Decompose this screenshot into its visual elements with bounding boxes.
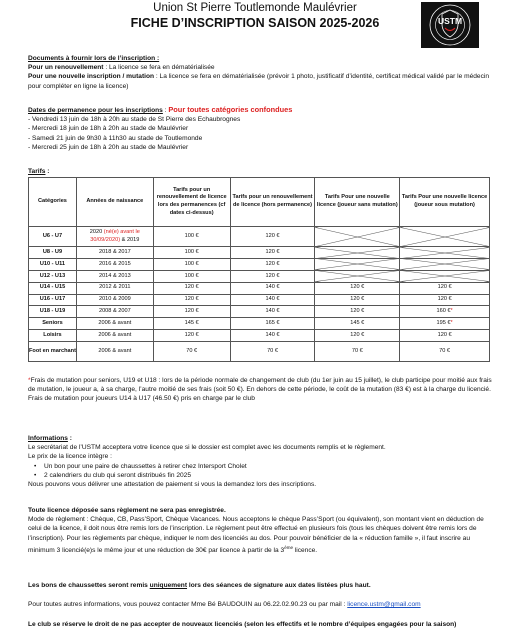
renewal-line: Pour un renouvellement : La licence se fera en dématérialisée <box>28 64 215 72</box>
payment-heading: Toute licence déposée sans règlement ne sera pas enregistrée. <box>28 507 226 514</box>
information-section <box>28 434 493 489</box>
years-cell: 2010 & 2009 <box>76 294 153 306</box>
price-cell: 100 € <box>153 227 230 247</box>
not-applicable-cell <box>315 258 400 270</box>
not-applicable-cell <box>315 227 400 247</box>
column-header: Tarifs pour un renouvellement de licence (hors permanence) <box>230 178 315 227</box>
price-cell: 120 € <box>400 294 490 306</box>
price-cell: 120 € <box>315 294 400 306</box>
tarifs-heading: Tarifs : <box>28 168 50 175</box>
table-header-row <box>29 178 490 227</box>
category-cell: U18 - U19 <box>29 306 77 318</box>
footer-notice: Le club se réserve le droit de ne pas accepter de nouveaux licenciés (selon les effectifs et le nombre d’équipes engagées pour la saison) <box>28 621 457 628</box>
information-heading-line: Informations : <box>28 435 72 442</box>
table-row <box>29 227 490 247</box>
column-header: Tarifs pour un renouvellement de licence lors des permanences (cf dates ci-dessus) <box>153 178 230 227</box>
table-row <box>29 318 490 330</box>
contact-email-link[interactable]: licence.ustm@gmail.com <box>347 601 421 608</box>
category-cell: U16 - U17 <box>29 294 77 306</box>
permanence-date: - Mercredi 25 juin de 18h à 20h au stade de Maulévrier <box>28 143 189 151</box>
price-cell: 195 €* <box>400 318 490 330</box>
not-applicable-cell <box>315 247 400 259</box>
category-cell: U12 - U13 <box>29 270 77 282</box>
price-cell: 140 € <box>230 330 315 342</box>
price-cell: 70 € <box>315 342 400 362</box>
documents-section <box>28 54 493 91</box>
category-cell: Seniors <box>29 318 77 330</box>
not-applicable-cell <box>400 270 490 282</box>
price-cell: 100 € <box>153 258 230 270</box>
table-row <box>29 306 490 318</box>
years-cell: 2014 & 2013 <box>76 270 153 282</box>
not-applicable-cell <box>400 258 490 270</box>
permanences-heading-line: Dates de permanence pour les inscriptions : Pour toutes catégories confondues <box>28 105 293 114</box>
categories-highlight: Pour toutes catégories confondues <box>168 105 293 114</box>
socks-notice: Les bons de chaussettes seront remis uniquement lors des séances de signature aux dates listées plus haut. <box>28 582 371 589</box>
tarifs-table <box>28 177 490 362</box>
column-header: Années de naissance <box>76 178 153 227</box>
price-cell: 120 € <box>153 306 230 318</box>
info-text: Le secrétariat de l’USTM acceptera votre licence que si le dossier est complet avec les documents remplis et le règlement. <box>28 444 386 452</box>
info-text: Nous pouvons vous délivrer une attestation de paiement si vous la demandez lors des inscriptions. <box>28 481 317 489</box>
price-cell: 140 € <box>230 306 315 318</box>
price-cell: 120 € <box>230 258 315 270</box>
list-item: • Un bon pour une paire de chaussettes à retirer chez Intersport Cholet <box>28 462 493 471</box>
price-cell: 100 € <box>153 270 230 282</box>
not-applicable-cell <box>400 247 490 259</box>
price-cell: 70 € <box>230 342 315 362</box>
permanence-date: - Samedi 21 juin de 9h30 à 11h30 au stade de Toutlemonde <box>28 134 203 142</box>
price-cell: 70 € <box>400 342 490 362</box>
permanences-section <box>28 105 493 152</box>
table-row <box>29 330 490 342</box>
price-cell: 165 € <box>230 318 315 330</box>
price-cell: 120 € <box>315 306 400 318</box>
price-cell: 120 € <box>230 227 315 247</box>
category-cell: U14 - U15 <box>29 282 77 294</box>
price-cell: 70 € <box>153 342 230 362</box>
price-cell: 120 € <box>153 294 230 306</box>
mutation-note-young: Frais de mutation pour joueurs U14 à U17 (46.50 €) pris en charge par le club <box>28 395 255 403</box>
column-header: Catégories <box>29 178 77 227</box>
years-cell: 2006 & avant <box>76 342 153 362</box>
price-cell: 160 €* <box>400 306 490 318</box>
permanence-date: - Vendredi 13 juin de 18h à 20h au stade de St Pierre des Echaubrognes <box>28 116 241 124</box>
years-cell: 2012 & 2011 <box>76 282 153 294</box>
new-registration-line: Pour une nouvelle inscription / mutation : La licence se fera en dématérialisée (prévoir 1 photo, justificatif d’identité, certificat médical validé par le médecin pour compléter en ligne la licence) <box>28 73 490 90</box>
mutation-section <box>28 376 493 404</box>
payment-section <box>28 506 493 555</box>
years-cell: 2016 & 2015 <box>76 258 153 270</box>
column-header: Tarifs Pour une nouvelle licence (joueur sans mutation) <box>315 178 400 227</box>
years-cell: 2006 & avant <box>76 330 153 342</box>
table-row <box>29 258 490 270</box>
price-cell: 145 € <box>153 318 230 330</box>
years-cell: 2020 (né(e) avant le 30/09/2020) & 2019 <box>76 227 153 247</box>
table-row <box>29 270 490 282</box>
price-cell: 120 € <box>230 247 315 259</box>
documents-heading: Documents à fournir lors de l’inscription : <box>28 55 160 62</box>
price-cell: 120 € <box>153 282 230 294</box>
table-row <box>29 282 490 294</box>
payment-text: Mode de règlement : Chèque, CB, Pass’Sport, Chèque Vacances. Nous acceptons le chèque Pass’Sport (ou équivalent), son montant vient en déduction de celui de la licence, il doit nous être remis lors de l’inscription. Le règlement peut être effectué en plusieurs fois (tous les chèques doivent être remis lors de l’inscription). Pour les règlements par chèque, indiquer le nom des licenciés au dos. Pour pouvoir bénéficier de la « réduction famille », il faut inscrire au minimum 3 licencié(e)s le même jour et une réduction de 30€ par licence à partir de la 3ème licence. <box>28 516 484 554</box>
years-cell: 2006 & avant <box>76 318 153 330</box>
price-cell: 100 € <box>153 247 230 259</box>
years-cell: 2008 & 2007 <box>76 306 153 318</box>
price-cell: 120 € <box>315 330 400 342</box>
form-title: FICHE D’INSCRIPTION SAISON 2025-2026 <box>130 16 380 30</box>
category-cell: Foot en marchant <box>29 342 77 362</box>
table-row <box>29 294 490 306</box>
category-cell: U8 - U9 <box>29 247 77 259</box>
column-header: Tarifs Pour une nouvelle licence (joueur sous mutation) <box>400 178 490 227</box>
category-cell: Loisirs <box>29 330 77 342</box>
price-cell: 120 € <box>153 330 230 342</box>
price-cell: 120 € <box>230 270 315 282</box>
list-item: • 2 calendriers du club qui seront distribués fin 2025 <box>28 471 493 480</box>
logo-lettering: USTM <box>437 16 463 26</box>
not-applicable-cell <box>400 227 490 247</box>
table-row <box>29 247 490 259</box>
price-cell: 120 € <box>400 330 490 342</box>
price-cell: 140 € <box>230 294 315 306</box>
permanence-date: - Mercredi 18 juin de 18h à 20h au stade de Maulévrier <box>28 125 189 133</box>
club-logo <box>421 2 479 48</box>
category-cell: U10 - U11 <box>29 258 77 270</box>
not-applicable-cell <box>315 270 400 282</box>
price-cell: 140 € <box>230 282 315 294</box>
info-text: Le prix de la licence intègre : <box>28 453 112 461</box>
club-name: Union St Pierre Toutlemonde Maulévrier <box>153 2 357 14</box>
price-cell: 120 € <box>315 282 400 294</box>
mutation-note: *Frais de mutation pour seniors, U19 et U18 : lors de la période normale de changement de club (du 1er juin au 15 juillet), le club participe pour moitié aux frais de mutation, le joueur a, à sa charge, l’autre moitié de ses frais (soit 50 €). En dehors de cette période, le coût de la mutation (83 €) est à la charge du licencié. <box>28 377 492 394</box>
years-cell: 2018 & 2017 <box>76 247 153 259</box>
table-row <box>29 342 490 362</box>
contact-line: Pour toutes autres informations, vous pouvez contacter Mme Bé BAUDOUIN au 06.22.02.90.23 ou par mail : licence.ustm@gmail.com <box>28 601 421 608</box>
price-cell: 120 € <box>400 282 490 294</box>
price-cell: 145 € <box>315 318 400 330</box>
category-cell: U6 - U7 <box>29 227 77 247</box>
